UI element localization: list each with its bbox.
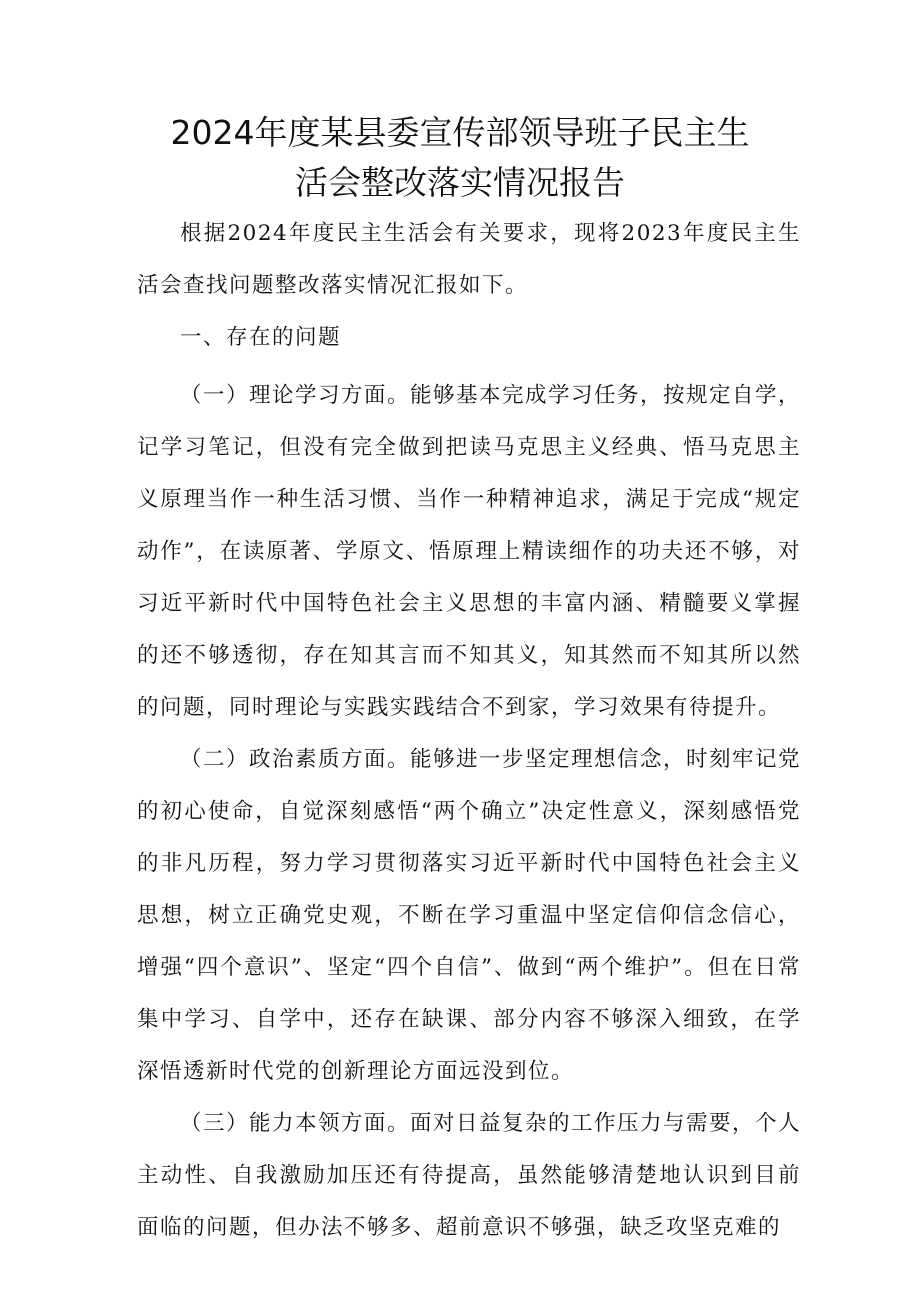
document-title (100, 108, 820, 208)
document-body (137, 208, 801, 1254)
title-line-2: 活会整改落实情况报告 (295, 163, 625, 202)
paragraph-ability: （三）能力本领方面。面对日益复杂的工作压力与需要，个人主动性、自我激励加压还有待提高，虽然能够清楚地认识到目前面临的问题，但办法不够多、超前意识不够强，缺乏攻坚克难的 (137, 1111, 802, 1240)
title-line-1: 2024年度某县委宣传部领导班子民主生 (170, 113, 750, 152)
intro-paragraph: 根据2024年度民主生活会有关要求，现将2023年度民主生活会查找问题整改落实情况汇报如下。 (137, 221, 801, 298)
section-heading: 一、存在的问题 (180, 325, 342, 350)
paragraph-theory-study: （一）理论学习方面。能够基本完成学习任务，按规定自学，记学习笔记，但没有完全做到把读马克思主义经典、悟马克思主义原理当作一种生活习惯、当作一种精神追求，满足于完成“规定动作”，在读原著、学原文、悟原理上精读细作的功夫还不够，对习近平新时代中国特色社会主义思想的丰富内涵、精髓要义掌握的还不够透彻，存在知其言而不知其义，知其然而不知其所以然的问题，同时理论与实践实践结合不到家，学习效果有待提升。 (137, 383, 802, 720)
paragraph-political-quality: （二）政治素质方面。能够进一步坚定理想信念，时刻牢记党的初心使命，自觉深刻感悟“两个确立”决定性意义，深刻感悟党的非凡历程，努力学习贯彻落实习近平新时代中国特色社会主义思想，树立正确党史观，不断在学习重温中坚定信仰信念信心，增强“四个意识”、坚定“四个自信”、做到“两个维护”。但在日常集中学习、自学中，还存在缺课、部分内容不够深入细致，在学深悟透新时代党的创新理论方面远没到位。 (137, 747, 802, 1084)
